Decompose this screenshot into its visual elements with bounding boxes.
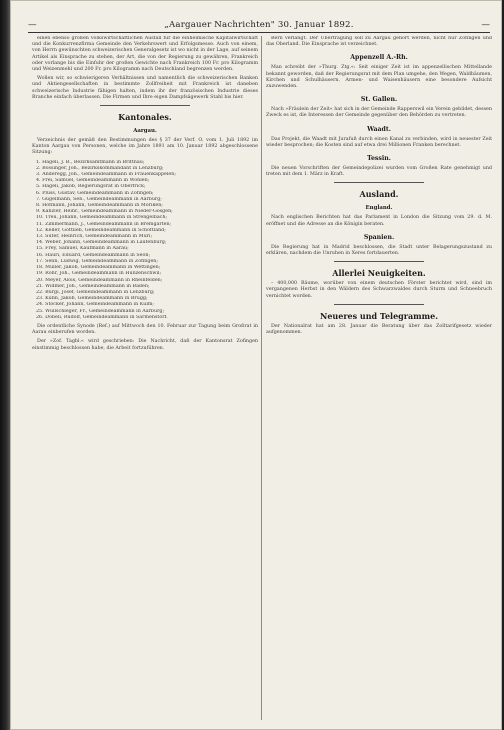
list-item: 13. Suter, Heinrich, Gemeindeammann in Muri; bbox=[36, 234, 153, 240]
page-number-left: — bbox=[28, 20, 37, 30]
section-heading-appenzell: Appenzell A.-Rh. bbox=[350, 54, 408, 62]
article-paragraph: Der »Zof. Tagbl.« wird geschrieben: Die Nachricht, daß der Kantonsrat Zofingen einstimmig beschlossen habe, die Arbeit fortzuführen. bbox=[32, 339, 258, 351]
section-heading-telegramme: Neueres und Telegramme. bbox=[320, 310, 438, 321]
section-heading-spanien: Spanien. bbox=[363, 233, 395, 241]
member-list bbox=[36, 160, 258, 321]
section-heading-ausland: Ausland. bbox=[359, 189, 399, 200]
column-divider bbox=[261, 36, 262, 720]
subsection-heading-england: England. bbox=[365, 205, 393, 212]
article-paragraph: Bern verlangt. Der Übertragung soll zu Aargau gehört werden, nicht nur Zofingen und das Oberland. Die Einsprache ist verzeichnet. bbox=[266, 36, 492, 48]
article-paragraph: Man schreibt der »Thurg. Ztg.«: Seit einiger Zeit ist im appenzellischen Mittellande bekannt geworden, daß der Regierungsrat mit dem Plan umgehe, den Wegen, Waldbäumen, Kirchen und Schulhäusern, Armen- und Waisenhäusern eine besondere Aufsicht zuzuwenden. bbox=[266, 65, 492, 90]
section-heading-waadt: Waadt. bbox=[367, 125, 391, 133]
article-paragraph: Wollen wir, so schwierigeren Verhältnissen und namentlich die schweizerischen Banken und Aktiengesellschaften in bestimmte Zollfreiheit mit Frankreich ist daneben schweizerische Industrie fähigen halten, indem ihr der französischen Industrie dieses Branche einfach überlassen. Die Firmen und Ihre eigen Dampfsägewerk Stahl bis hier. bbox=[32, 76, 258, 100]
section-rule bbox=[334, 261, 424, 262]
list-item: 8. Hofmann, Johann, Gemeindeammann in Möriken; bbox=[36, 203, 163, 209]
subsection-heading-aargau: Aargau. bbox=[133, 128, 157, 135]
list-item: 6. Plüss, Gustav, Gemeindeammann in Zofingen; bbox=[36, 190, 154, 196]
left-column bbox=[32, 36, 258, 720]
article-paragraph: Verzeichnis der gemäß den Bestimmungen des § 37 der Verf. O. vom 1. Juli 1892 im Kanton Aargau von Personen, welche im Jahre 1891 am 10. Januar 1892 abgeschlossene Sitzung: bbox=[32, 138, 258, 156]
section-heading-kantonales: Kantonales. bbox=[118, 112, 172, 123]
list-item: 21. Widmer, Joh., Gemeindeammann in Baden; bbox=[36, 283, 150, 289]
list-item: 7. Gugelmann, Seb., Gemeindeammann in Aarburg; bbox=[36, 196, 162, 202]
list-item: 9. Kanzler, Heinr., Gemeindeammann in Nieder-Gösgen; bbox=[36, 209, 173, 215]
list-item: 5. Hägeli, Jakob, Regierungsrat in Oberfrick; bbox=[36, 184, 146, 190]
section-rule bbox=[334, 304, 424, 305]
newspaper-title: „Aargauer Nachrichten" 30. Januar 1892. bbox=[164, 20, 354, 30]
list-item: 15. Frey, Samuel, Kaufmann in Aarau; bbox=[36, 246, 129, 252]
list-item: 4. Frei, Samuel, Gemeindeammann in Wohlen; bbox=[36, 178, 150, 184]
list-item: 17. Senn, Ludwig, Gemeindeammann in Zofingen; bbox=[36, 258, 158, 264]
right-column bbox=[266, 36, 492, 720]
list-item: 16. Hauri, Eduard, Gemeindeammann in Seon; bbox=[36, 252, 151, 258]
list-item: 25. Wullschleger, Fr., Gemeindeammann in Aarburg; bbox=[36, 308, 165, 314]
article-paragraph: Die Regierung hat in Madrid beschlossen, die Stadt unter Belagerungszustand zu erklären, nachdem die Unruhen in Xeres fortdauerten. bbox=[266, 244, 492, 257]
section-rule bbox=[100, 105, 190, 106]
article-paragraph: Die ordentliche Synode (Ref.) auf Mittwoch den 10. Februar zur Tagung beim Großrat in Aarau einberufen worden. bbox=[32, 323, 258, 336]
list-item: 24. Stocker, Johann, Gemeindeammann in Kulm; bbox=[36, 302, 155, 308]
article-paragraph: Das Projekt, die Waadt mit Jurafuß durch einen Kanal zu verbinden, wird in neuester Zeit wieder besprochen; die Kosten sind auf etwa drei Millionen Franken berechnet. bbox=[266, 136, 492, 148]
list-item: 20. Meyer, Alois, Gemeindeammann in Rheinfelden; bbox=[36, 277, 163, 283]
list-item: 14. Weber, Johann, Gemeindeammann in Laufenburg; bbox=[36, 240, 167, 246]
article-paragraph: Der Nationalrat hat am 28. Januar die Beratung über das Zolltarifgesetz wieder aufgenommen. bbox=[266, 323, 492, 336]
section-heading-st-gallen: St. Gallen. bbox=[360, 96, 398, 104]
book-spine-shadow bbox=[0, 0, 10, 730]
section-heading-tessin: Tessin. bbox=[367, 155, 391, 163]
list-item: 22. Bürgi, Josef, Gemeindeammann in Lenzburg; bbox=[36, 289, 155, 295]
list-item: 19. Rohr, Joh., Gemeindeammann in Hunzenschwil; bbox=[36, 271, 162, 277]
list-item: 23. Kuhn, Jakob, Gemeindeammann in Brugg; bbox=[36, 296, 148, 302]
list-item: 12. Keller, Gottlieb, Gemeindeammann in Schöftland; bbox=[36, 227, 166, 233]
section-rule bbox=[334, 182, 424, 183]
article-paragraph: Nach englischen Berichten hat das Parlament in London die Sitzung vom 29. d. M. eröffnet und die Adresse an die Königin beraten. bbox=[266, 215, 492, 227]
article-paragraph: Nach »Fräulein der Zeit« hat sich in der Gemeinde Rapperswil ein Verein gebildet, dessen Zweck es ist, die Interessen der Gemeinde gegenüber den Behörden zu vertreten. bbox=[266, 107, 492, 119]
list-item: 3. Anderegg, Joh., Gemeindeammann in Frauenkappelen; bbox=[36, 172, 176, 178]
article-paragraph: – 400,000 Bäume, worüber von einem deutschen Förster berichtet wird, sind im vergangenen Herbst in den Wäldern des Schwarzwaldes durch Sturm und Schneebruch vernichtet worden. bbox=[266, 281, 492, 299]
page-number-right: — bbox=[481, 20, 490, 30]
list-item: 10. Treu, Johann, Gemeindeammann in Strengelbach; bbox=[36, 215, 168, 221]
newspaper-page bbox=[10, 0, 502, 730]
list-item: 2. Bossinger, Joh., Bezirkskommandant in Lenzburg; bbox=[36, 165, 164, 171]
list-item: 18. Müller, Jakob, Gemeindeammann in Wettingen; bbox=[36, 265, 161, 271]
section-heading-allerlei-neuigkeiten: Allerlei Neuigkeiten. bbox=[332, 268, 426, 279]
list-item: 11. Zimmermann, J., Gemeindeammann in Bremgarten; bbox=[36, 221, 172, 227]
list-item: 26. Döbeli, Rudolf, Gemeindeammann in Sarmenstorf. bbox=[36, 314, 168, 320]
article-paragraph: Die neuen Vorschriften der Gemeindepolizei wurden vom Großen Rate genehmigt und treten mit dem 1. März in Kraft. bbox=[266, 166, 492, 178]
list-item: 1. Hägeli, J. B., Bezirksamtmann in Brittnau; bbox=[36, 159, 145, 165]
page-header bbox=[28, 18, 490, 33]
article-paragraph: einen ebenso großen volkswirtschaftlichen Ausfall für die einheimische Kapitalwirtschaft und die Konkurrenzfirma Gemeinde den Verkehrswert und Erfolgsmesse. Auch von einem, von Herrn gewünschten schweizerischen Generalgesetz ist wo nicht in der Lage, auf seinem Artikel als Einsprache zu stehen, der Art, die von der Regierung zu gewähren, Frankreich oder vorlange bis die Einfuhr der großen Gewichte nach Frankreich 100 Fr. pro Kilogramm und Weizenmehl und 200 Fr. pro Kilogramm nach Deutschland begrenzen werden. bbox=[32, 36, 258, 73]
